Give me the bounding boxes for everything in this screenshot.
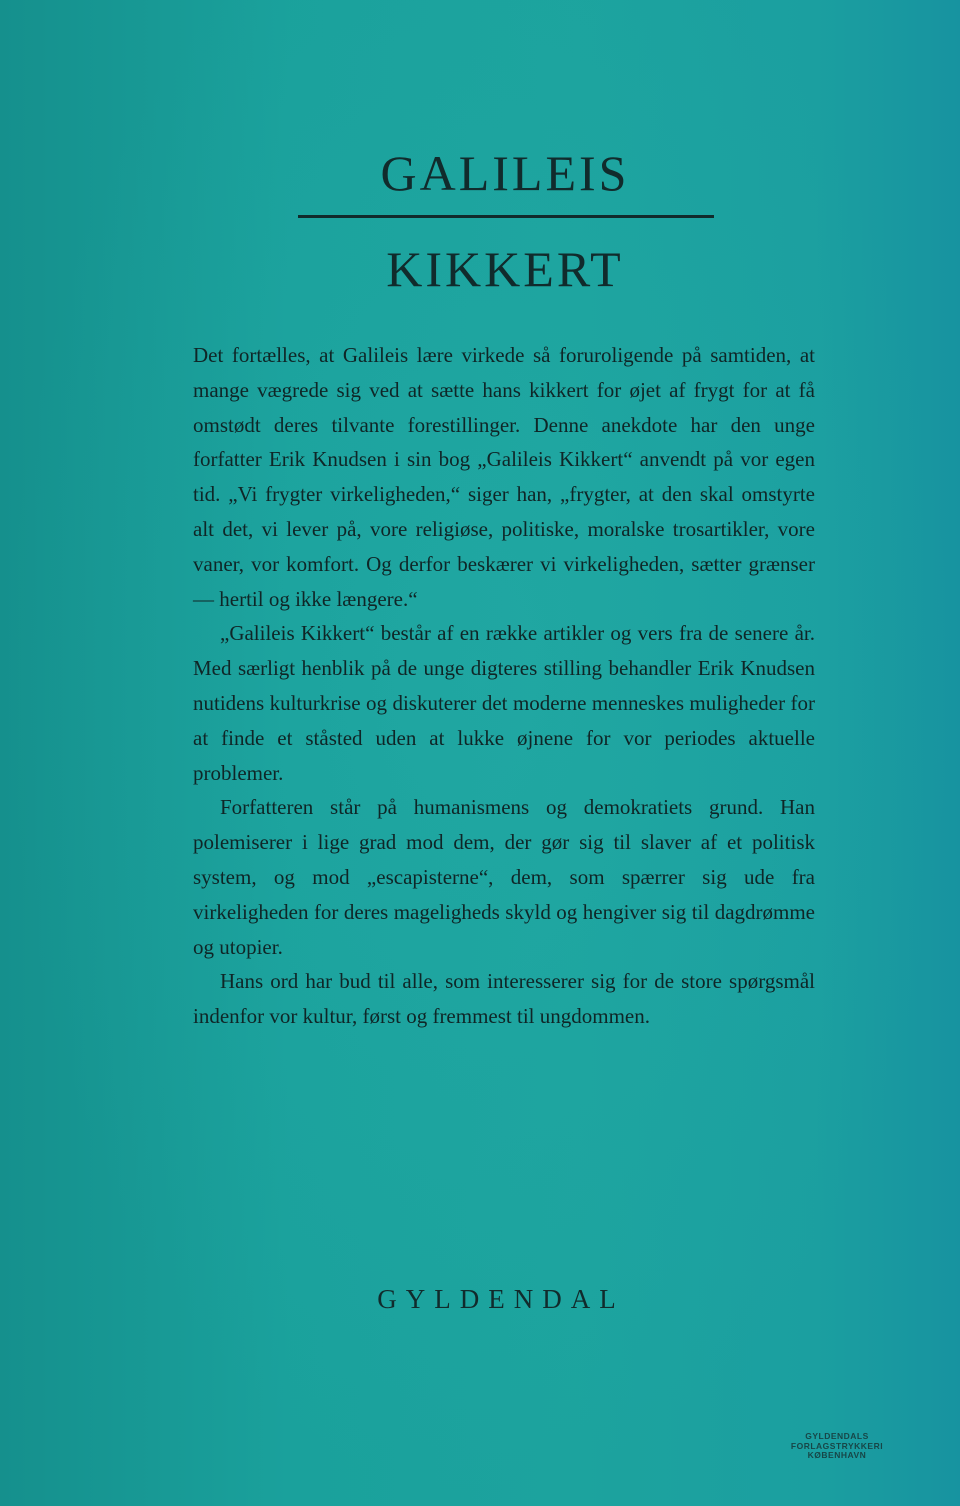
printer-stamp-line-1: GYLDENDALS: [805, 1431, 869, 1441]
blurb-paragraph-4: Hans ord har bud til alle, som interesserer sig for de store spørgsmål indenfor vor kultur, først og fremmest til ungdommen.: [193, 969, 815, 1029]
blurb-paragraph-1: Det fortælles, at Galileis lære virkede så foruroligende på samtiden, at mange vægrede sig ved at sætte hans kikkert for øjet af frygt for at få omstødt deres tilvante forestillinger. Denne anekdote har den unge forfatter Erik Knudsen i sin bog „Galileis Kikkert“ anvendt på vor egen tid. „Vi frygter virkeligheden,“ siger han, „frygter, at den skal omstyrte alt det, vi lever på, vore religiøse, politiske, moralske trosartikler, vore vaner, vor komfort. Og derfor beskærer vi virkeligheden, sætter grænser — hertil og ikke længere.“: [193, 343, 815, 611]
title-divider: [298, 215, 714, 218]
blurb-paragraph-2: „Galileis Kikkert“ består af en række artikler og vers fra de senere år. Med særligt henblik på de unge digteres stilling behandler Erik Knudsen nutidens kulturkrise og diskuterer det moderne menneskes muligheder for at finde et ståsted uden at lukke øjnene for vor periodes aktuelle problemer.: [193, 621, 815, 785]
blurb-text: [193, 338, 815, 1034]
printer-stamp: [782, 1432, 892, 1461]
book-title-line-1: GALILEIS: [380, 145, 630, 201]
printer-stamp-line-2: FORLAGSTRYKKERI: [790, 1440, 884, 1451]
printer-stamp-line-3: KØBENHAVN: [807, 1450, 867, 1460]
blurb-paragraph-3: Forfatteren står på humanismens og demokratiets grund. Han polemiserer i lige grad mod dem, der gør sig til slaver af et politisk system, og mod „escapisterne“, dem, som spærrer sig ude fra virkeligheden for deres mageligheds skyld og hengiver sig til dagdrømme og utopier.: [193, 795, 815, 959]
publisher-name: GYLDENDAL: [377, 1284, 625, 1314]
book-title-line-2: KIKKERT: [386, 241, 624, 297]
